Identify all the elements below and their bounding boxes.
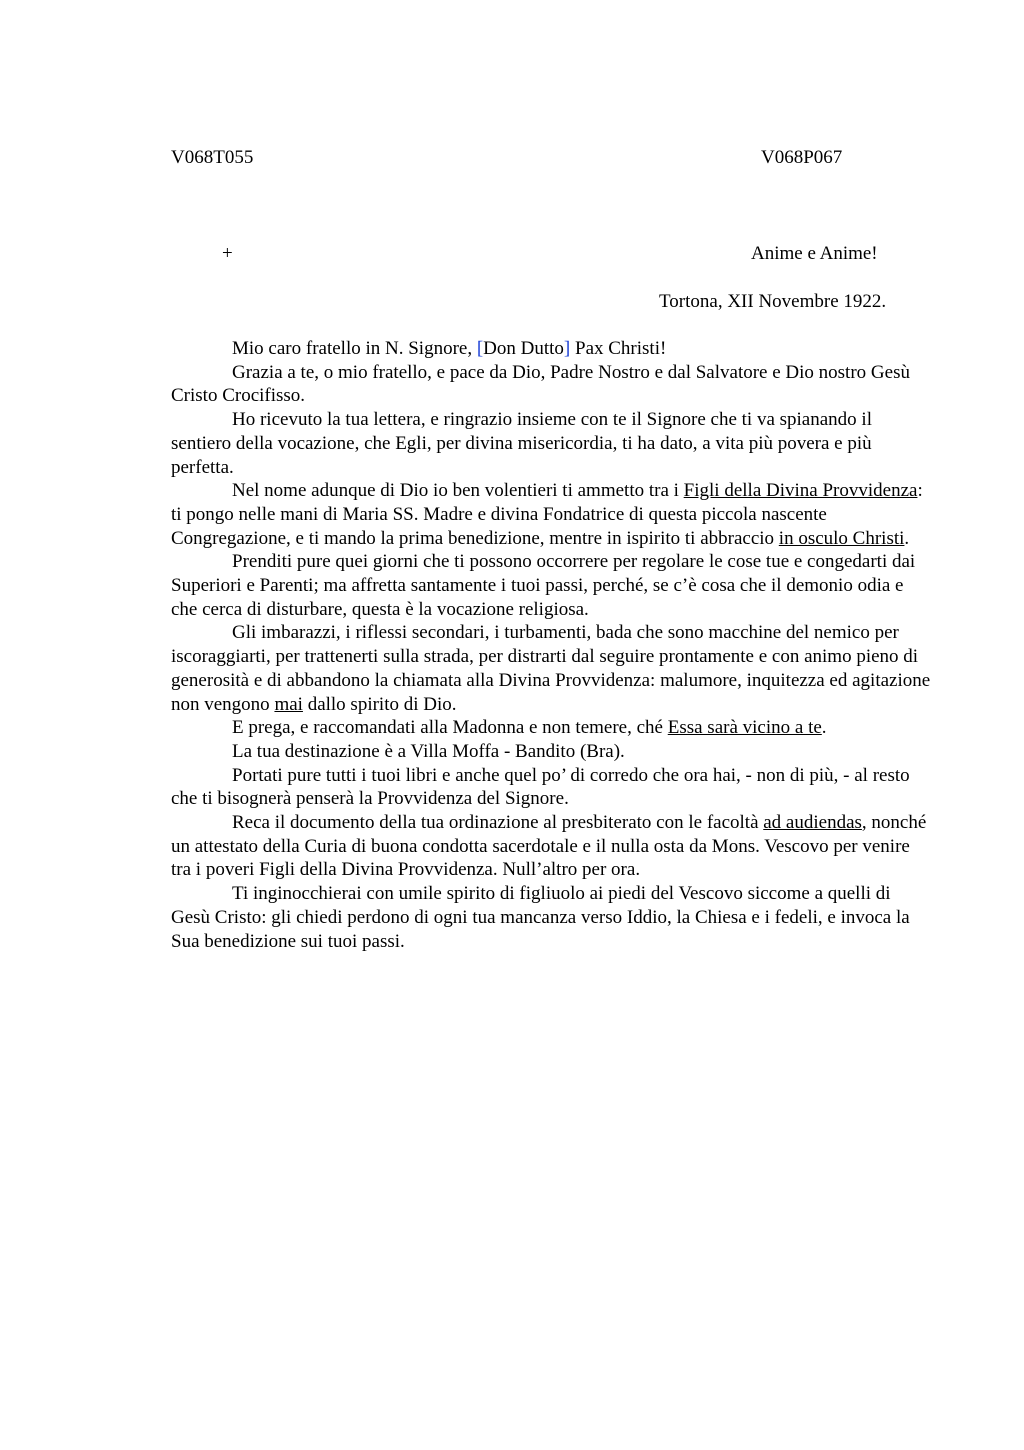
salutation-greeting: Pax Christi! [570,338,667,359]
addressee: Don Dutto [483,338,564,359]
paragraph-text: . [904,527,910,549]
paragraph-inginocchierai: Ti inginocchierai con umile spirito di figliuolo ai piedi del Vescovo siccome a quelli di Gesù Cristo: gli chiedi perdono di ogni tua mancanza verso Iddio, la Chiesa e i fedeli, e invoca la Sua benedizione sui tuoi passi. [171,883,910,952]
paragraph-prenditi: Prenditi pure quei giorni che ti possono occorrere per regolare le cose tue e congedarti dai Superiori e Parenti; ma affretta santamente i tuoi passi, perché, se c’è cosa che il demonio odia e che cerca di disturbare, questa è la vocazione religiosa. [171,551,916,620]
underlined-text: in osculo Christi [778,527,905,549]
letter-body [171,337,931,953]
paragraph-imbarazzi [171,621,931,716]
paragraph-ricevuto: Ho ricevuto la tua lettera, e ringrazio insieme con te il Signore che ti va spianando il sentiero della vocazione, che Egli, per divina misericordia, ti ha dato, a vita più povera e più perfetta. [171,409,872,478]
paragraph-grazia: Grazia a te, o mio fratello, e pace da Dio, Padre Nostro e dal Salvatore e Dio nostro Gesù Cristo Crocifisso. [171,361,910,407]
document-code-right: V068P067 [761,147,843,168]
salutation-paragraph [171,337,931,361]
paragraph-text: Reca il documento della tua ordinazione al presbiterato con le facoltà [232,812,764,834]
salutation-text: Mio caro fratello in N. Signore, [232,338,477,359]
paragraph-text: . [821,717,827,739]
bracket-close: ] [563,338,571,359]
underlined-text: Essa sarà vicino a te [667,717,822,739]
underlined-text: ad audiendas [763,812,862,834]
paragraph-portati: Portati pure tutti i tuoi libri e anche quel po’ di corredo che ora hai, - non di più, - al resto che ti bisognerà penserà la Provvidenza del Signore. [171,764,910,810]
motto: Anime e Anime! [751,243,878,264]
paragraph-nome [171,479,931,550]
paragraph-text: Gli imbarazzi, i riflessi secondari, i turbamenti, bada che sono macchine del nemico per iscoraggiarti, per trattenerti sulla strada, per distrarti dal seguire prontamente e con animo pieno di generosità e di abbandono la chiamata alla Divina Provvidenza: malumore, inquitezza ed agitazione non vengono [171,622,931,715]
cross-symbol: + [222,243,233,264]
paragraph-text: Nel nome adunque di Dio io ben volentieri ti ammetto tra i [232,480,684,502]
underlined-text: mai [274,693,303,715]
document-code-left: V068T055 [171,147,254,168]
paragraph-destinazione: La tua destinazione è a Villa Moffa - Bandito (Bra). [232,740,625,762]
paragraph-text: , nonché un attestato della Curia di buona condotta sacerdotale e il nulla osta da Mons. Vescovo per venire tra i poveri Figli della Divina Provvidenza. Null’altro per ora. [171,812,927,881]
bracket-open: [ [476,338,484,359]
paragraph-text: E prega, e raccomandati alla Madonna e non temere, ché [232,717,668,739]
paragraph-text: dallo spirito di Dio. [302,693,457,715]
paragraph-reca [171,811,931,882]
paragraph-text: : ti pongo nelle mani di Maria SS. Madre e divina Fondatrice di questa piccola nascente Congregazione, e ti mando la prima benedizione, mentre in ispirito ti abbraccio [171,480,923,549]
place-date: Tortona, XII Novembre 1922. [659,291,887,312]
paragraph-prega [171,716,931,740]
underlined-text: Figli della Divina Provvidenza [683,480,918,502]
